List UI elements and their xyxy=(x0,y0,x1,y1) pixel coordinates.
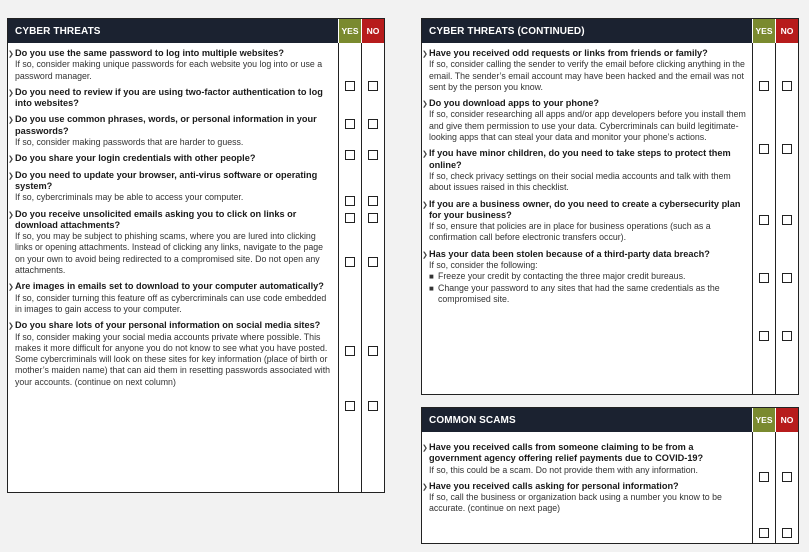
no-checkbox[interactable] xyxy=(782,331,792,341)
no-checkbox[interactable] xyxy=(368,150,378,160)
answer-text: If so, call the business or organization back using a number you know to be accurate. (continue on next page) xyxy=(429,492,722,514)
question-item xyxy=(422,98,746,143)
chevron-right-icon: ❯ xyxy=(422,201,428,209)
question-item xyxy=(8,86,332,110)
question-item xyxy=(422,442,746,476)
chevron-right-icon: ❯ xyxy=(422,445,428,452)
question-text: Have you received odd requests or links from friends or family? xyxy=(429,48,708,58)
yes-checkbox[interactable] xyxy=(345,119,355,129)
question-list xyxy=(422,43,752,394)
table-title: CYBER THREATS (CONTINUED) xyxy=(422,19,752,43)
cyber-threats-table xyxy=(7,18,385,493)
answer-text: If so, ensure that policies are in place for business operations (such as a confirmation call before electronic transfers occur). xyxy=(429,221,711,243)
common-scams-table xyxy=(421,407,799,544)
answer-text: If so, consider making your social media accounts private where possible. This makes it more difficult for anyone you do not know to see what you have posted. Some cybercriminals will look on these sites for key information (place of birth or mother’s maiden name) that can aid them in resetting passwords associated with your accounts. (continue on next column) xyxy=(15,331,331,387)
chevron-right-icon: ❯ xyxy=(422,483,428,491)
yes-column-header: YES xyxy=(752,408,775,432)
question-text: Do you use common phrases, words, or personal information in your passwords? xyxy=(15,114,317,136)
question-text: Do you need to review if you are using two-factor authentication to log into websites? xyxy=(15,86,323,109)
question-item xyxy=(8,48,332,82)
no-column xyxy=(775,432,798,543)
question-list xyxy=(422,432,752,543)
no-checkbox[interactable] xyxy=(782,81,792,91)
question-text: Has your data been stolen because of a third-party data breach? xyxy=(429,248,710,259)
answer-text: If so, consider turning this feature off as cybercriminals can use code embedded in images to gain access to your computer. xyxy=(15,292,327,314)
question-text: If you are a business owner, do you need to create a cybersecurity plan for your business? xyxy=(429,198,741,220)
chevron-right-icon: ❯ xyxy=(422,51,428,58)
table-title: CYBER THREATS xyxy=(8,19,338,43)
yes-column-header: YES xyxy=(338,19,361,43)
question-item xyxy=(8,208,332,277)
yes-checkbox[interactable] xyxy=(345,401,355,411)
answer-text: If so, consider the following: xyxy=(429,260,538,271)
no-checkbox[interactable] xyxy=(368,119,378,129)
question-item xyxy=(8,320,332,388)
bullet-text: Change your password to any sites that had the same credentials as the compromised site. xyxy=(438,282,720,304)
question-text: Do you share your login credentials with other people? xyxy=(15,153,256,164)
answer-text: If so, check privacy settings on their social media accounts and talk with them about issues raised in this checklist. xyxy=(429,170,731,193)
question-item xyxy=(422,48,746,93)
no-column xyxy=(775,43,798,394)
chevron-right-icon: ❯ xyxy=(422,251,428,259)
chevron-right-icon: ❯ xyxy=(422,101,428,109)
no-checkbox[interactable] xyxy=(782,273,792,283)
list-item xyxy=(429,271,746,282)
question-item xyxy=(8,281,332,315)
question-item xyxy=(422,198,746,244)
question-item xyxy=(8,114,332,148)
no-column-header: NO xyxy=(775,19,798,43)
answer-text: If so, consider making passwords that are harder to guess. xyxy=(15,137,244,148)
yes-checkbox[interactable] xyxy=(345,213,355,223)
yes-column xyxy=(752,43,775,394)
chevron-right-icon: ❯ xyxy=(8,211,14,219)
yes-checkbox[interactable] xyxy=(759,331,769,341)
answer-text: If so, you may be subject to phishing scams, where you are lured into clicking links or opening attachments. Instead of clicking any links, navigate to the page on your own to avoid being redirected to a compromised site. Do not open any attachments. xyxy=(15,231,324,276)
yes-checkbox[interactable] xyxy=(345,150,355,160)
answer-text: If so, cybercriminals may be able to access your computer. xyxy=(15,192,244,203)
table-header xyxy=(422,408,798,432)
square-bullet-icon: ■ xyxy=(429,272,434,282)
yes-column xyxy=(338,43,361,492)
list-item xyxy=(429,283,746,306)
question-item xyxy=(422,480,746,515)
no-checkbox[interactable] xyxy=(368,257,378,267)
question-item xyxy=(8,153,332,164)
chevron-right-icon: ❯ xyxy=(8,51,14,58)
question-text: Have you received calls from someone claiming to be from a government agency offering relief payments due to COVID-19? xyxy=(429,442,704,464)
chevron-right-icon: ❯ xyxy=(8,117,14,125)
chevron-right-icon: ❯ xyxy=(8,89,14,97)
chevron-right-icon: ❯ xyxy=(422,151,428,159)
yes-checkbox[interactable] xyxy=(759,472,769,482)
no-checkbox[interactable] xyxy=(782,215,792,225)
yes-checkbox[interactable] xyxy=(759,215,769,225)
answer-text: If so, consider researching all apps and/or app developers before you install them and give them permission to use your data. Cybercriminals can build legitimate-looking apps that can steal your data and monitor your phone’s actions. xyxy=(429,109,746,143)
no-column xyxy=(361,43,384,492)
no-checkbox[interactable] xyxy=(368,401,378,411)
no-checkbox[interactable] xyxy=(782,472,792,482)
yes-checkbox[interactable] xyxy=(345,81,355,91)
table-header xyxy=(422,19,798,43)
question-text: Have you received calls asking for personal information? xyxy=(429,480,679,491)
no-checkbox[interactable] xyxy=(368,81,378,91)
question-text: Do you receive unsolicited emails asking you to click on links or download attachments? xyxy=(15,208,297,230)
yes-column-header: YES xyxy=(752,19,775,43)
answer-text: If so, this could be a scam. Do not provide them with any information. xyxy=(429,464,698,475)
no-checkbox[interactable] xyxy=(368,213,378,223)
no-checkbox[interactable] xyxy=(368,346,378,356)
answer-text: If so, consider making unique passwords for each website you log into or use a password manager. xyxy=(15,59,323,81)
chevron-right-icon: ❯ xyxy=(8,172,14,180)
cyber-threats-continued-table xyxy=(421,18,799,395)
no-checkbox[interactable] xyxy=(782,528,792,538)
yes-checkbox[interactable] xyxy=(345,257,355,267)
question-text: Do you share lots of your personal information on social media sites? xyxy=(15,320,321,331)
question-text: If you have minor children, do you need to take steps to protect them online? xyxy=(429,148,731,170)
question-item xyxy=(422,248,746,305)
question-text: Do you use the same password to log into multiple websites? xyxy=(15,48,285,58)
yes-checkbox[interactable] xyxy=(759,273,769,283)
question-list xyxy=(8,43,338,492)
no-column-header: NO xyxy=(361,19,384,43)
question-text: Are images in emails set to download to your computer automatically? xyxy=(15,281,324,292)
yes-checkbox[interactable] xyxy=(345,346,355,356)
table-header xyxy=(8,19,384,43)
yes-checkbox[interactable] xyxy=(759,528,769,538)
question-text: Do you download apps to your phone? xyxy=(429,98,599,109)
yes-checkbox[interactable] xyxy=(759,81,769,91)
no-checkbox[interactable] xyxy=(782,144,792,154)
bullet-list xyxy=(429,271,746,305)
yes-checkbox[interactable] xyxy=(759,144,769,154)
chevron-right-icon: ❯ xyxy=(8,156,14,164)
bullet-text: Freeze your credit by contacting the three major credit bureaus. xyxy=(438,271,686,282)
square-bullet-icon: ■ xyxy=(429,283,434,293)
no-column-header: NO xyxy=(775,408,798,432)
answer-text: If so, consider calling the sender to verify the email before clicking anything in the email. The sender’s email account may have been hacked and the email was not sent by the person you know. xyxy=(429,59,745,92)
question-item xyxy=(422,148,746,193)
yes-column xyxy=(752,432,775,543)
question-text: Do you need to update your browser, anti-virus software or operating system? xyxy=(15,169,318,191)
question-item xyxy=(8,169,332,204)
table-title: COMMON SCAMS xyxy=(422,408,752,432)
chevron-right-icon: ❯ xyxy=(8,284,14,292)
yes-checkbox[interactable] xyxy=(345,196,355,206)
chevron-right-icon: ❯ xyxy=(8,323,14,331)
no-checkbox[interactable] xyxy=(368,196,378,206)
